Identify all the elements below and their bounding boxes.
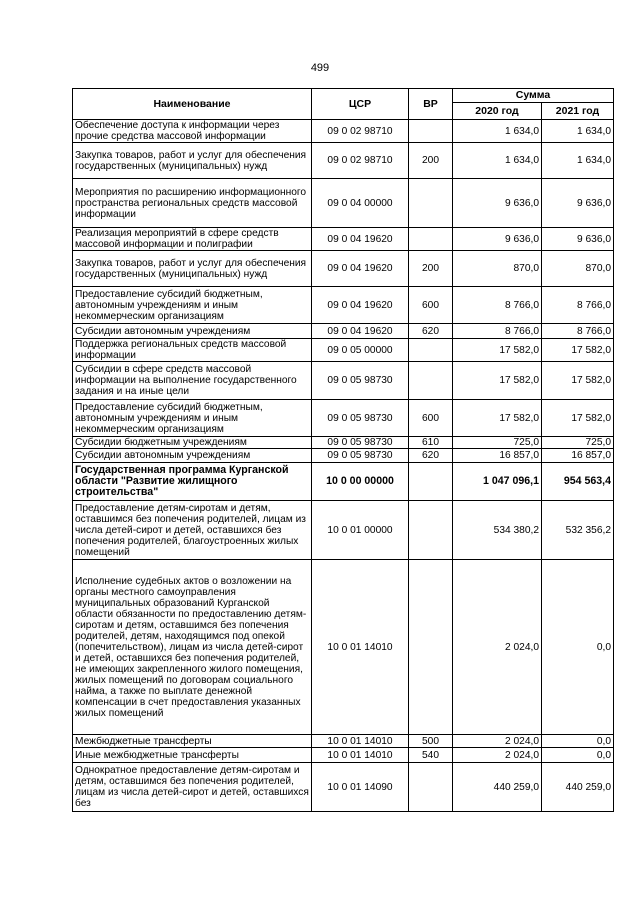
row-csr: 10 0 00 00000 — [312, 463, 409, 501]
row-sum-2021: 870,0 — [542, 251, 614, 287]
table-row — [73, 735, 614, 748]
row-csr: 09 0 02 98710 — [312, 143, 409, 179]
row-vr — [409, 560, 453, 735]
row-csr: 09 0 04 00000 — [312, 179, 409, 228]
row-sum-2020: 725,0 — [453, 437, 542, 449]
table-row — [73, 179, 614, 228]
row-sum-2021: 954 563,4 — [542, 463, 614, 501]
header-vr: ВР — [409, 89, 453, 120]
row-sum-2020: 1 634,0 — [453, 120, 542, 143]
table-row — [73, 251, 614, 287]
table-row — [73, 748, 614, 763]
row-sum-2021: 8 766,0 — [542, 287, 614, 324]
table-row — [73, 463, 614, 501]
row-vr — [409, 179, 453, 228]
row-csr: 10 0 01 00000 — [312, 501, 409, 560]
row-name: Субсидии автономным учреждениям — [73, 449, 312, 463]
row-csr: 09 0 05 98730 — [312, 400, 409, 437]
row-csr: 09 0 04 19620 — [312, 324, 409, 339]
row-sum-2020: 8 766,0 — [453, 287, 542, 324]
row-sum-2020: 2 024,0 — [453, 735, 542, 748]
row-csr: 09 0 05 98730 — [312, 437, 409, 449]
row-csr: 09 0 02 98710 — [312, 120, 409, 143]
row-sum-2020: 17 582,0 — [453, 339, 542, 362]
row-sum-2021: 17 582,0 — [542, 339, 614, 362]
table-row — [73, 362, 614, 400]
row-vr: 620 — [409, 324, 453, 339]
row-name: Иные межбюджетные трансферты — [73, 748, 312, 763]
row-name: Субсидии в сфере средств массовой информации на выполнение государственного задания и на иные цели — [73, 362, 312, 400]
row-name: Предоставление субсидий бюджетным, автономным учреждениям и иным некоммерческим организациям — [73, 400, 312, 437]
row-sum-2021: 17 582,0 — [542, 362, 614, 400]
row-sum-2021: 440 259,0 — [542, 763, 614, 812]
row-csr: 09 0 04 19620 — [312, 287, 409, 324]
row-sum-2020: 9 636,0 — [453, 179, 542, 228]
row-sum-2020: 440 259,0 — [453, 763, 542, 812]
row-name: Субсидии бюджетным учреждениям — [73, 437, 312, 449]
row-csr: 09 0 05 98730 — [312, 362, 409, 400]
row-vr — [409, 362, 453, 400]
header-name: Наименование — [73, 89, 312, 120]
row-sum-2021: 9 636,0 — [542, 179, 614, 228]
row-sum-2021: 725,0 — [542, 437, 614, 449]
table-row — [73, 437, 614, 449]
table-row — [73, 228, 614, 251]
table-row — [73, 560, 614, 735]
row-sum-2020: 2 024,0 — [453, 560, 542, 735]
row-csr: 09 0 05 00000 — [312, 339, 409, 362]
row-name: Государственная программа Курганской области "Развитие жилищного строительства" — [73, 463, 312, 501]
row-vr: 610 — [409, 437, 453, 449]
table-row — [73, 287, 614, 324]
row-sum-2021: 0,0 — [542, 560, 614, 735]
table-row — [73, 339, 614, 362]
row-csr: 10 0 01 14090 — [312, 763, 409, 812]
header-year-2021: 2021 год — [542, 103, 614, 120]
row-name: Предоставление субсидий бюджетным, автономным учреждениям и иным некоммерческим организациям — [73, 287, 312, 324]
row-csr: 10 0 01 14010 — [312, 560, 409, 735]
row-name: Однократное предоставление детям-сиротам и детям, оставшимся без попечения родителей, лицам из числа детей-сирот и детей, оставшихся без — [73, 763, 312, 812]
row-vr — [409, 463, 453, 501]
row-name: Предоставление детям-сиротам и детям, оставшимся без попечения родителей, лицам из числа детей-сирот и детей, оставшихся без попечения родителей, благоустроенных жилых помещений — [73, 501, 312, 560]
row-name: Реализация мероприятий в сфере средств массовой информации и полиграфии — [73, 228, 312, 251]
header-csr: ЦСР — [312, 89, 409, 120]
budget-table — [72, 88, 614, 812]
row-sum-2020: 1 634,0 — [453, 143, 542, 179]
table-row — [73, 501, 614, 560]
row-sum-2020: 16 857,0 — [453, 449, 542, 463]
row-name: Обеспечение доступа к информации через прочие средства массовой информации — [73, 120, 312, 143]
row-vr — [409, 120, 453, 143]
row-vr: 200 — [409, 251, 453, 287]
row-vr: 600 — [409, 400, 453, 437]
row-sum-2020: 17 582,0 — [453, 362, 542, 400]
row-vr: 500 — [409, 735, 453, 748]
row-vr — [409, 339, 453, 362]
row-vr — [409, 763, 453, 812]
row-name: Субсидии автономным учреждениям — [73, 324, 312, 339]
page-number: 499 — [310, 62, 330, 74]
row-vr: 540 — [409, 748, 453, 763]
row-sum-2020: 2 024,0 — [453, 748, 542, 763]
row-vr — [409, 228, 453, 251]
row-csr: 09 0 04 19620 — [312, 251, 409, 287]
row-name: Закупка товаров, работ и услуг для обеспечения государственных (муниципальных) нужд — [73, 143, 312, 179]
table-row — [73, 400, 614, 437]
row-vr: 600 — [409, 287, 453, 324]
row-sum-2021: 1 634,0 — [542, 120, 614, 143]
row-csr: 10 0 01 14010 — [312, 748, 409, 763]
row-name: Поддержка региональных средств массовой информации — [73, 339, 312, 362]
row-sum-2020: 17 582,0 — [453, 400, 542, 437]
row-sum-2021: 0,0 — [542, 748, 614, 763]
row-sum-2021: 8 766,0 — [542, 324, 614, 339]
header-year-2020: 2020 год — [453, 103, 542, 120]
row-name: Межбюджетные трансферты — [73, 735, 312, 748]
row-sum-2021: 532 356,2 — [542, 501, 614, 560]
row-name: Исполнение судебных актов о возложении на органы местного самоуправления муниципальных образований Курганской области обязанности по предоставлению детям-сиротам и детям, оставшимся без попечения родителей, детям, находящимся под опекой (попечительством), лицам из числа детей-сирот и детей, оставшихся без попечения родителей, не имеющих закрепленного жилого помещения, жилых помещений по договорам социального найма, а также по выплате денежной компенсации в счет предоставления указанных жилых помещений — [73, 560, 312, 735]
row-name: Закупка товаров, работ и услуг для обеспечения государственных (муниципальных) нужд — [73, 251, 312, 287]
row-vr: 200 — [409, 143, 453, 179]
row-sum-2021: 9 636,0 — [542, 228, 614, 251]
row-vr: 620 — [409, 449, 453, 463]
table-row — [73, 120, 614, 143]
row-sum-2021: 16 857,0 — [542, 449, 614, 463]
row-sum-2020: 1 047 096,1 — [453, 463, 542, 501]
table-row — [73, 449, 614, 463]
row-csr: 09 0 04 19620 — [312, 228, 409, 251]
row-csr: 10 0 01 14010 — [312, 735, 409, 748]
table-row — [73, 324, 614, 339]
row-sum-2021: 0,0 — [542, 735, 614, 748]
row-sum-2021: 17 582,0 — [542, 400, 614, 437]
row-sum-2020: 870,0 — [453, 251, 542, 287]
row-vr — [409, 501, 453, 560]
row-sum-2020: 8 766,0 — [453, 324, 542, 339]
header-sum: Сумма — [453, 89, 614, 103]
table-row — [73, 763, 614, 812]
table-row — [73, 143, 614, 179]
row-name: Мероприятия по расширению информационного пространства региональных средств массовой информации — [73, 179, 312, 228]
row-sum-2020: 9 636,0 — [453, 228, 542, 251]
row-sum-2021: 1 634,0 — [542, 143, 614, 179]
row-sum-2020: 534 380,2 — [453, 501, 542, 560]
row-csr: 09 0 05 98730 — [312, 449, 409, 463]
